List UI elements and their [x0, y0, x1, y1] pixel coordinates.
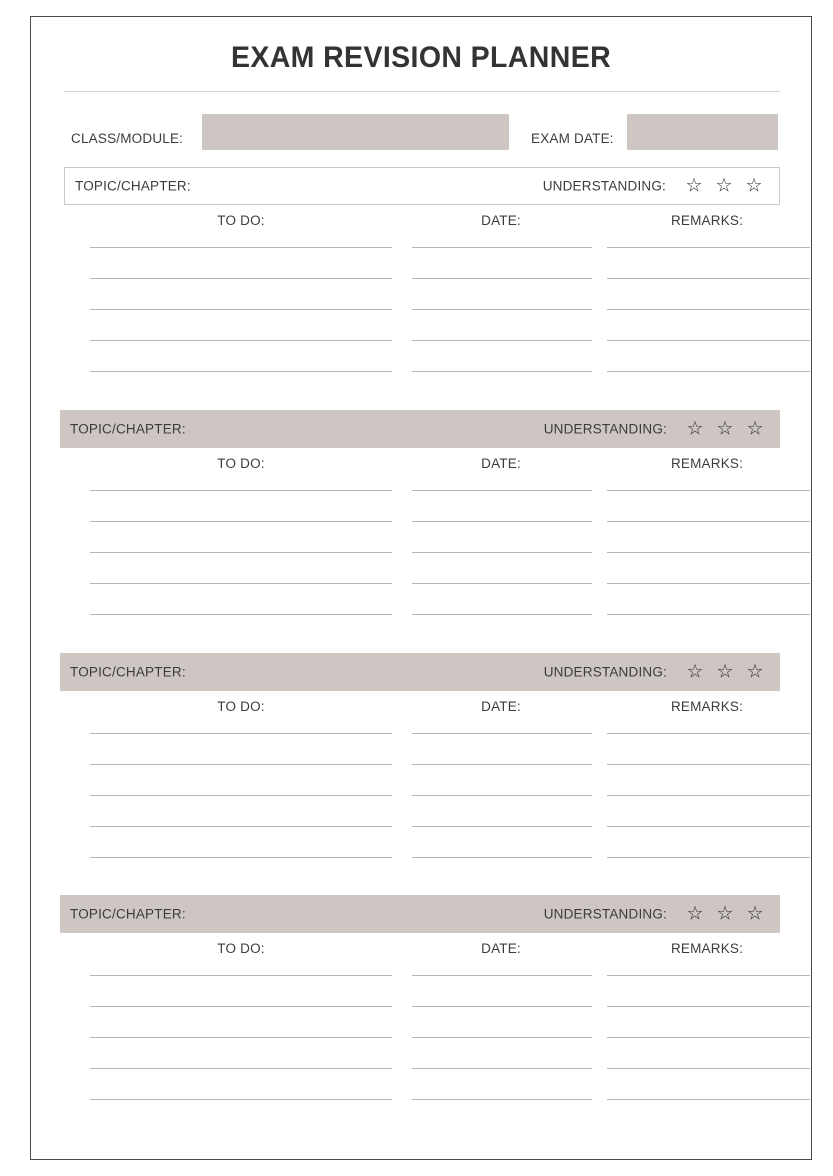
entry-line-todo[interactable]: [90, 583, 392, 584]
column-header-date: DATE:: [481, 213, 521, 228]
entry-line-remarks[interactable]: [607, 340, 810, 341]
star-icon[interactable]: ☆: [716, 418, 734, 440]
star-icon[interactable]: ☆: [685, 175, 703, 197]
understanding-rating: [544, 420, 770, 439]
entry-line-remarks[interactable]: [607, 278, 810, 279]
topic-bar[interactable]: [60, 895, 780, 933]
entry-line-date[interactable]: [412, 795, 592, 796]
column-header-todo: TO DO:: [217, 941, 265, 956]
entry-line-todo[interactable]: [90, 490, 392, 491]
star-icon[interactable]: ☆: [746, 661, 764, 683]
column-header-remarks: REMARKS:: [670, 941, 744, 956]
entry-line-date[interactable]: [412, 247, 592, 248]
star-icon[interactable]: ☆: [745, 175, 763, 197]
exam-date-field[interactable]: [627, 114, 778, 150]
entry-line-todo[interactable]: [90, 309, 392, 310]
entry-line-date[interactable]: [412, 1006, 592, 1007]
entry-line-todo[interactable]: [90, 521, 392, 522]
entry-line-remarks[interactable]: [607, 764, 810, 765]
understanding-rating: [543, 177, 769, 196]
entry-line-date[interactable]: [412, 521, 592, 522]
entry-line-date[interactable]: [412, 309, 592, 310]
entry-line-todo[interactable]: [90, 371, 392, 372]
entry-line-todo[interactable]: [90, 826, 392, 827]
topic-bar[interactable]: [60, 653, 780, 691]
entry-line-date[interactable]: [412, 552, 592, 553]
star-icon[interactable]: ☆: [746, 903, 764, 925]
entry-line-remarks[interactable]: [607, 490, 810, 491]
entry-line-todo[interactable]: [90, 1068, 392, 1069]
entry-line-todo[interactable]: [90, 764, 392, 765]
exam-date-label: EXAM DATE:: [531, 131, 614, 146]
entry-line-todo[interactable]: [90, 733, 392, 734]
topic-chapter-label: TOPIC/CHAPTER:: [75, 178, 191, 194]
understanding-label: UNDERSTANDING:: [543, 906, 667, 922]
entry-line-date[interactable]: [412, 614, 592, 615]
entry-line-date[interactable]: [412, 1037, 592, 1038]
understanding-rating: [544, 663, 770, 682]
entry-line-remarks[interactable]: [607, 795, 810, 796]
entry-line-remarks[interactable]: [607, 1099, 810, 1100]
entry-line-todo[interactable]: [90, 552, 392, 553]
page-title: EXAM REVISION PLANNER: [230, 41, 612, 74]
star-icon[interactable]: ☆: [715, 175, 733, 197]
entry-line-date[interactable]: [412, 764, 592, 765]
entry-line-todo[interactable]: [90, 1006, 392, 1007]
entry-line-remarks[interactable]: [607, 552, 810, 553]
column-header-date: DATE:: [481, 941, 521, 956]
entry-line-todo[interactable]: [90, 614, 392, 615]
column-headers: [31, 699, 811, 719]
column-header-todo: TO DO:: [217, 699, 265, 714]
entry-line-remarks[interactable]: [607, 733, 810, 734]
entry-line-date[interactable]: [412, 1099, 592, 1100]
entry-line-date[interactable]: [412, 278, 592, 279]
entry-line-date[interactable]: [412, 857, 592, 858]
entry-line-date[interactable]: [412, 340, 592, 341]
entry-line-remarks[interactable]: [607, 975, 810, 976]
entry-line-date[interactable]: [412, 583, 592, 584]
entry-line-remarks[interactable]: [607, 247, 810, 248]
entry-line-date[interactable]: [412, 1068, 592, 1069]
column-header-date: DATE:: [481, 456, 521, 471]
understanding-rating: [544, 905, 770, 924]
entry-line-todo[interactable]: [90, 795, 392, 796]
class-module-field[interactable]: [202, 114, 509, 150]
column-headers: [31, 213, 811, 233]
star-icon[interactable]: ☆: [716, 661, 734, 683]
understanding-label: UNDERSTANDING:: [542, 178, 666, 194]
entry-line-todo[interactable]: [90, 340, 392, 341]
column-headers: [31, 456, 811, 476]
entry-line-remarks[interactable]: [607, 309, 810, 310]
column-header-remarks: REMARKS:: [670, 213, 744, 228]
entry-line-remarks[interactable]: [607, 1006, 810, 1007]
column-header-remarks: REMARKS:: [670, 456, 744, 471]
topic-chapter-label: TOPIC/CHAPTER:: [70, 664, 186, 680]
entry-line-remarks[interactable]: [607, 1037, 810, 1038]
column-header-todo: TO DO:: [217, 456, 265, 471]
meta-row: [31, 114, 811, 154]
topic-chapter-label: TOPIC/CHAPTER:: [70, 906, 186, 922]
star-icon[interactable]: ☆: [746, 418, 764, 440]
entry-line-remarks[interactable]: [607, 371, 810, 372]
understanding-label: UNDERSTANDING:: [543, 421, 667, 437]
star-icon[interactable]: ☆: [716, 903, 734, 925]
entry-line-date[interactable]: [412, 826, 592, 827]
column-header-date: DATE:: [481, 699, 521, 714]
entry-line-date[interactable]: [412, 975, 592, 976]
entry-line-todo[interactable]: [90, 857, 392, 858]
column-headers: [31, 941, 811, 961]
entry-line-remarks[interactable]: [607, 826, 810, 827]
entry-line-todo[interactable]: [90, 278, 392, 279]
entry-line-date[interactable]: [412, 733, 592, 734]
title-divider: [64, 91, 780, 92]
entry-line-todo[interactable]: [90, 1037, 392, 1038]
entry-line-remarks[interactable]: [607, 583, 810, 584]
class-module-label: CLASS/MODULE:: [71, 131, 184, 146]
star-icon[interactable]: ☆: [686, 661, 704, 683]
entry-line-todo[interactable]: [90, 247, 392, 248]
entry-line-date[interactable]: [412, 490, 592, 491]
entry-line-date[interactable]: [412, 371, 592, 372]
column-header-remarks: REMARKS:: [670, 699, 744, 714]
entry-line-remarks[interactable]: [607, 1068, 810, 1069]
star-icon[interactable]: ☆: [686, 418, 704, 440]
entry-line-remarks[interactable]: [607, 614, 810, 615]
topic-bar[interactable]: [60, 410, 780, 448]
entry-line-remarks[interactable]: [607, 521, 810, 522]
entry-line-todo[interactable]: [90, 1099, 392, 1100]
understanding-label: UNDERSTANDING:: [543, 664, 667, 680]
planner-page: [30, 16, 812, 1160]
entry-line-remarks[interactable]: [607, 857, 810, 858]
star-icon[interactable]: ☆: [686, 903, 704, 925]
entry-line-todo[interactable]: [90, 975, 392, 976]
topic-chapter-label: TOPIC/CHAPTER:: [70, 421, 186, 437]
column-header-todo: TO DO:: [217, 213, 265, 228]
topic-bar[interactable]: [64, 167, 780, 205]
